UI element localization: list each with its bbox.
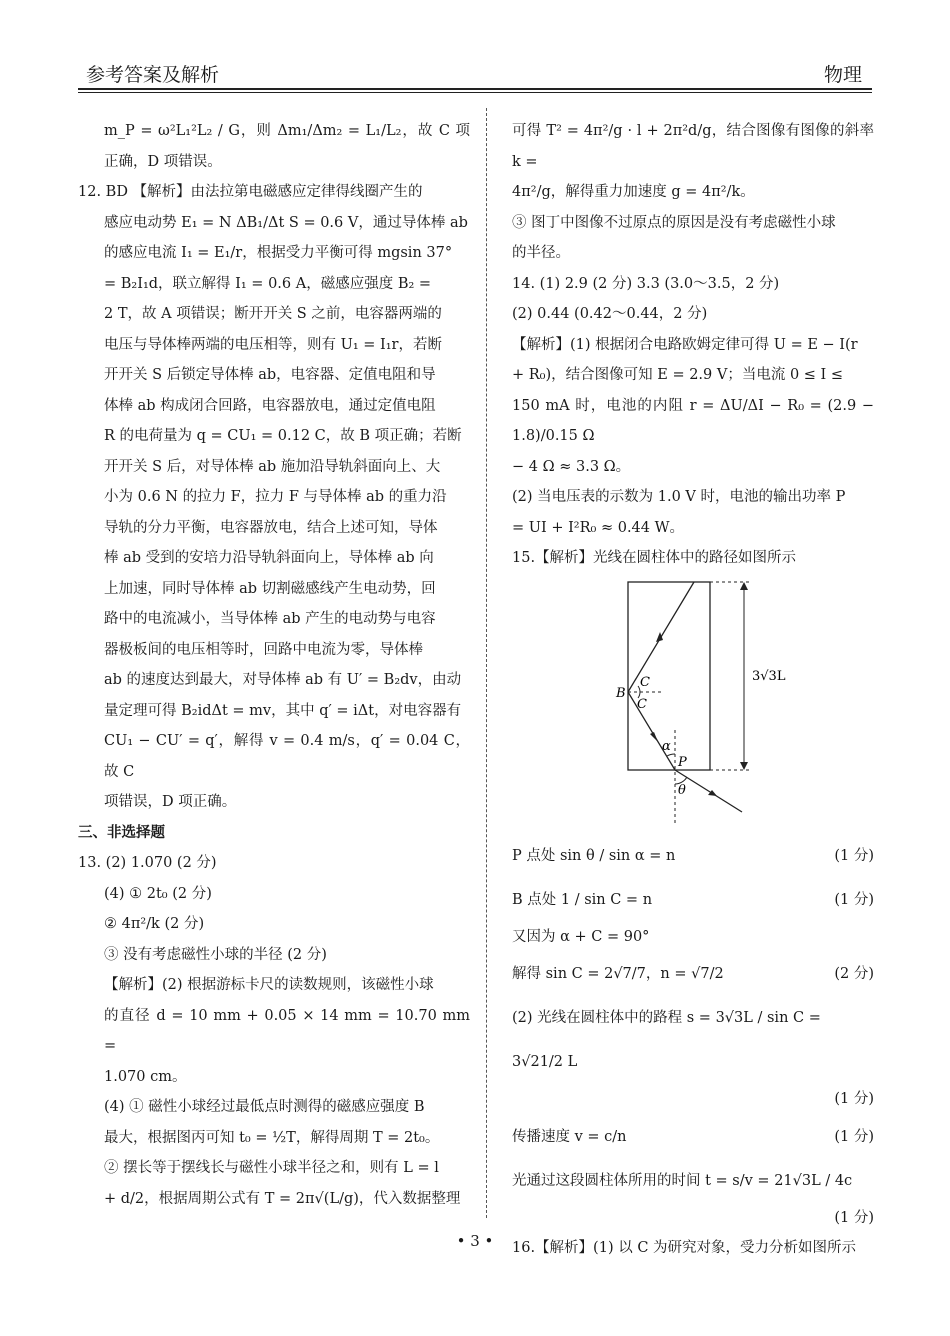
text-line: 导轨的分力平衡，电容器放电，结合上述可知，导体	[104, 519, 438, 536]
step-text: 传播速度 v = c/n	[512, 1128, 627, 1145]
step-text: B 点处 1 / sin C = n	[512, 891, 653, 908]
column-divider	[486, 108, 487, 1218]
step-text: 16.【解析】(1) 以 C 为研究对象，受力分析如图所示	[512, 1240, 857, 1256]
point-P-label: P	[678, 754, 687, 770]
answer-line: 13. (2) 1.070 (2 分)	[78, 855, 217, 871]
angle-arc-alpha	[667, 753, 675, 755]
right-column	[512, 116, 874, 1264]
step-score: (1 分)	[834, 847, 874, 864]
solution-step	[512, 1159, 874, 1203]
text-line: (2) 当电压表的示数为 1.0 V 时，电池的输出功率 P	[512, 489, 846, 505]
text-line: 器极板间的电压相等时，回路中电流为零，导体棒	[104, 641, 423, 658]
text-line: 路中的电流减小，当导体棒 ab 产生的电动势与电容	[104, 611, 436, 627]
answer-line: 14. (1) 2.9 (2 分) 3.3 (3.0～3.5，2 分)	[512, 275, 780, 292]
dimension-arrowhead-bottom	[740, 762, 748, 770]
text-line: 上加速，同时导体棒 ab 切割磁感线产生电动势，回	[104, 580, 436, 597]
step-text: P 点处 sin θ / sin α = n	[512, 847, 676, 864]
header-rule	[78, 88, 872, 90]
solution-step	[512, 952, 874, 996]
cylinder-diagram	[512, 580, 874, 830]
text-line: ② 摆长等于摆线长与磁性小球半径之和，则有 L = l	[104, 1160, 439, 1176]
text-line: ③ 图丁中图像不过原点的原因是没有考虑磁性小球	[512, 214, 836, 231]
text-line: = B₂I₁d，联立解得 I₁ = 0.6 A，磁感应强度 B₂ =	[104, 275, 432, 292]
text-line: 150 mA 时，电池的内阻 r = ΔU/ΔI − R₀ = (2.9 − 1.8)/0.15 Ω	[512, 397, 874, 444]
answer-line: (2) 0.44 (0.42～0.44，2 分)	[512, 306, 708, 322]
solution-step	[512, 834, 874, 878]
text-line: 4π²/g，解得重力加速度 g = 4π²/k。	[512, 184, 755, 200]
text-line: 棒 ab 受到的安培力沿导轨斜面向上，导体棒 ab 向	[104, 550, 434, 566]
section-heading: 三、非选择题	[78, 824, 165, 841]
text-line: R 的电荷量为 q = CU₁ = 0.12 C，故 B 项正确；若断	[104, 428, 462, 444]
dimension-arrowhead-top	[740, 582, 748, 590]
step-text: 解得 sin C = 2√7/7，n = √7/2	[512, 966, 724, 982]
text-line: 12. BD 【解析】由法拉第电磁感应定律得线圈产生的	[78, 184, 423, 200]
text-line: − 4 Ω ≈ 3.3 Ω。	[512, 458, 631, 475]
text-line: + d/2，根据周期公式有 T = 2π√(L/g)，代入数据整理	[104, 1190, 461, 1207]
angle-theta-label: θ	[678, 782, 686, 798]
solution-step	[512, 1203, 874, 1234]
text-line: CU₁ − CU′ = q′，解得 v = 0.4 m/s，q′ = 0.04 C，故 C	[104, 733, 470, 780]
text-line: 开开关 S 后锁定导体棒 ab，电容器、定值电阻和导	[104, 367, 436, 383]
text-line: 量定理可得 B₂idΔt = mv，其中 q′ = iΔt，对电容器有	[104, 702, 462, 719]
solution-step	[512, 1115, 874, 1159]
answer-line: ③ 没有考虑磁性小球的半径 (2 分)	[104, 946, 327, 963]
text-line: 的直径 d = 10 mm + 0.05 × 14 mm = 10.70 mm =	[104, 1007, 470, 1054]
header-subject: 物理	[823, 64, 862, 86]
answer-line: ② 4π²/k (2 分)	[104, 916, 205, 932]
text-line: 可得 T² = 4π²/g · l + 2π²d/g，结合图像有图像的斜率 k =	[512, 123, 874, 170]
text-line: 最大，根据图丙可知 t₀ = ½T，解得周期 T = 2t₀。	[104, 1129, 440, 1146]
ray-lower	[628, 692, 675, 770]
ray-arrow-upper	[656, 632, 663, 642]
text-line: 感应电动势 E₁ = N ΔB₁/Δt S = 0.6 V，通过导体棒 ab	[104, 214, 468, 231]
solution-step	[512, 996, 874, 1084]
text-line: 2 T，故 A 项错误；断开开关 S 之前，电容器两端的	[104, 306, 442, 322]
header-title: 参考答案及解析	[86, 64, 220, 86]
point-B-label: B	[616, 685, 626, 701]
step-score: (1 分)	[834, 1091, 874, 1107]
step-score: (1 分)	[834, 1128, 874, 1145]
text-line: (4) ① 磁性小球经过最低点时测得的磁感应强度 B	[104, 1099, 425, 1115]
text-line: + R₀)，结合图像可知 E = 2.9 V；当电流 0 ≤ I ≤	[512, 367, 844, 383]
text-line: 项错误，D 项正确。	[104, 794, 237, 810]
text-line: 小为 0.6 N 的拉力 F，拉力 F 与导体棒 ab 的重力沿	[104, 489, 447, 505]
angle-C-upper-label: C	[640, 674, 650, 690]
answer-line: (4) ① 2t₀ (2 分)	[104, 885, 212, 902]
text-line: 【解析】(2) 根据游标卡尺的读数规则，该磁性小球	[104, 977, 434, 993]
height-label: 3√3L	[752, 668, 786, 684]
text-line: 的半径。	[512, 245, 570, 261]
text-line: 15.【解析】光线在圆柱体中的路径如图所示	[512, 550, 797, 566]
left-column	[78, 116, 470, 1214]
angle-C-lower-label: C	[637, 696, 647, 712]
step-text: (2) 光线在圆柱体中的路程 s = 3√3L / sin C = 3√21/2 L	[512, 1010, 821, 1070]
step-score: (1 分)	[834, 1209, 874, 1226]
header-rule-thin	[78, 92, 872, 93]
ray-arrow-lower	[650, 732, 658, 742]
refraction-figure	[512, 580, 874, 830]
text-line: 【解析】(1) 根据闭合电路欧姆定律可得 U = E − I(r	[512, 336, 858, 353]
page-number: • 3 •	[456, 1232, 494, 1250]
step-score: (2 分)	[834, 966, 874, 982]
text-line: = UI + I²R₀ ≈ 0.44 W。	[512, 519, 685, 536]
text-line: 体棒 ab 构成闭合回路，电容器放电，通过定值电阻	[104, 397, 436, 414]
step-score: (1 分)	[834, 891, 874, 908]
text-line: 电压与导体棒两端的电压相等，则有 U₁ = I₁r，若断	[104, 336, 442, 353]
text-line: 1.070 cm。	[104, 1068, 187, 1085]
text-line: 开开关 S 后，对导体棒 ab 施加沿导轨斜面向上、大	[104, 458, 441, 475]
text-line: m_P = ω²L₁²L₂ / G，则 Δm₁/Δm₂ = L₁/L₂，故 C 项正确，D 项错误。	[104, 123, 470, 170]
solution-step	[512, 1084, 874, 1115]
solution-step	[512, 878, 874, 922]
angle-alpha-label: α	[662, 738, 671, 754]
text-line: ab 的速度达到最大，对导体棒 ab 有 U′ = B₂dv，由动	[104, 672, 462, 688]
text-line: 的感应电流 I₁ = E₁/r，根据受力平衡可得 mgsin 37°	[104, 245, 453, 261]
solution-step	[512, 922, 874, 953]
step-text: 又因为 α + C = 90°	[512, 928, 650, 945]
step-text: 光通过这段圆柱体所用的时间 t = s/v = 21√3L / 4c	[512, 1172, 853, 1189]
